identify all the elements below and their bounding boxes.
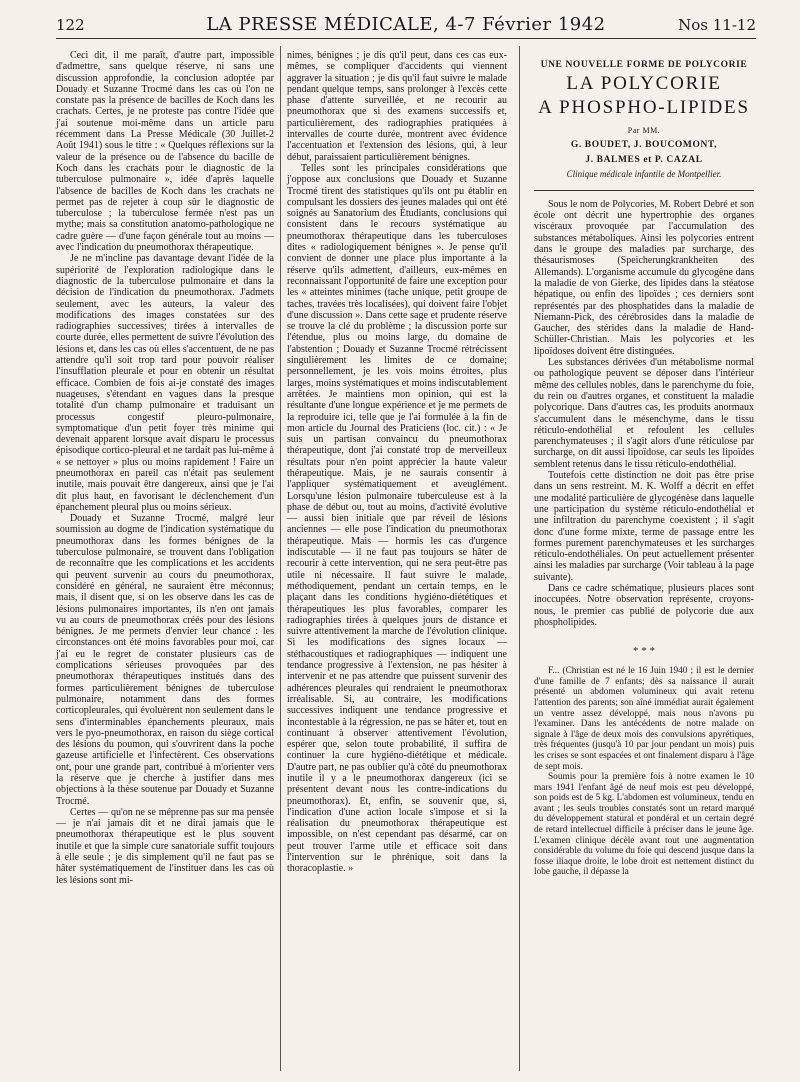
page-header [56,16,756,38]
paragraph: Sous le nom de Polycories, M. Robert Debré et son école ont décrit une hypertrophie des organes viscéraux provoquée par l'accumulation des substances métaboliques. Ainsi les polycories entrent dans le groupe des maladies par surcharge, des thésaurismoses (Speicherungkrankheiten des Allemands). L'organisme accumule du glycogène dans la maladie de von Gierke, des lipides dans la stéatose hépatique, ou enfin des lipoïdes ; ces derniers sont représentés par des phosphatides dans la maladie de Niemann-Pick, des cérébrosides dans la maladie de Gaucher, des stérides dans la maladie de Hand-Schüller-Christian. Mais les polycories et les lipoïdoses doivent être distinguées. [534,198,754,357]
article-kicker: UNE NOUVELLE FORME DE POLYCORIE [540,60,748,70]
affiliation: Clinique médicale infantile de Montpellier. [566,168,722,179]
column-divider [519,46,520,1071]
column-3 [534,50,754,878]
authors-line-2: J. BALMES et P. CAZAL [585,154,703,165]
case-paragraph: Soumis pour la première fois à notre examen le 10 mars 1941 l'enfant âgé de neuf mois est peu développé, son poids est de 5 kg. L'abdomen est volumineux, tendu en avant ; les seuls troubles constatés sont un retard marqué du développement statural et pondéral et un certain degré de retard intellectuel difficile à préciser dans le jeune âge. L'examen clinique décèle avant tout une augmentation considérable du volume du foie qui descend jusque dans la fosse iliaque droite, le lobe droit est nettement distinct du lobe gauche, il dépasse la [534,772,754,878]
issue-number: Nos 11-12 [678,16,756,34]
paragraph: Douady et Suzanne Trocmé, malgré leur soumission au dogme de l'indication systématique du pneumothorax dans les formes bénignes de la tuberculose pulmonaire, se trouvent dans l'obligation de reconnaître que les complications et les accidents qui peuvent survenir au cours du pneumothorax, considéré en général, ne sauraient être méconnus; mais, il disent que, si on les observe dans les cas de lésions pulmonaires importantes, ils n'en ont jamais vu au cours de pneumothorax créés pour des lésions bénignes. Je me permets d'envier leur chance : les circonstances ont été moins favorables pour moi, car j'ai eu le regret de constater plusieurs cas de complications sérieuses provoquées par des pneumothorax thérapeutiques institués dans des formes particulièrement bénignes de tuberculose pulmonaire, notamment dans des formes corticopleurales, qui évoluèrent non seulement dans le sens d'interminables épanchements pleuraux, mais vers le pyo-pneumothorax, en raison du siège cortical des lésions du poumon, qui s'ouvrirent dans la poche gazeuse artificielle et l'infectèrent. Ces observations ont, pour une grande part, contribué à m'orienter vers la réserve que je cherche à justifier dans mes objections à la thèse soutenue par Douady et Suzanne Trocmé. [56,513,274,807]
article-heading [534,60,754,180]
paragraph: Certes — qu'on ne se méprenne pas sur ma pensée — je n'ai jamais dit et ne dirai jamais que le pneumothorax thérapeutique est le plus souvent inutile et que la simple cure sanatoriale suffit toujours à elle seule ; je dis simplement qu'il ne faut pas se hâter systématiquement de l'instituer dans les cas où les lésions sont mi- [56,806,274,886]
journal-title: LA PRESSE MÉDICALE, 4-7 Février 1942 [206,14,606,35]
article-title-line-2: A PHOSPHO-LIPIDES [538,97,750,119]
heading-rule [534,190,754,191]
paragraph: nimes, bénignes ; je dis qu'il peut, dans ces cas eux-mêmes, se compliquer d'accidents qui viennent aggraver la situation ; je dis qu'il faut suivre le malade pendant quelque temps, sans prolonger à l'excès cette phase d'attente surveillée, et ne recourir au pneumothorax que si des examens successifs et, particulièrement, des radiographies pratiquées à intervalles de courte durée, montrent avec évidence l'accentuation et l'extension des lésions, qui, à leur début, paraissaient particulièrement bénignes. [287,50,507,163]
section-separator: * * * [633,645,655,658]
paragraph: Les substances dérivées d'un métabolisme normal ou pathologique peuvent se déposer dans l'intérieur même des cellules nobles, dans le parenchyme du foie, du rein ou d'autres organes, et constituent la maladie polycorique. Dans d'autres cas, les produits anormaux s'accumulent dans le mésenchyme, dans le tissu réticulo-endothélial et refoulent les cellules parenchymateuses ; il s'agit alors d'une réticulose par surcharge, on dit aussi lipoïdose, car seuls les lipoïdes semblent retenus dans le tissu réticulo-endothélial. [534,357,754,470]
header-rule [56,38,756,39]
page-number: 122 [56,16,85,34]
column-2 [287,50,507,875]
paragraph: Dans ce cadre schématique, plusieurs places sont inoccupées. Notre observation représente, croyons-nous, le premier cas publié de polycorie due aux phospholipides. [534,582,754,628]
column-1 [56,50,274,886]
paragraph: Toutefois cette distinction ne doit pas être prise dans un sens restreint. M. K. Wolff a décrit en effet une modalité particulière de glycogénèse dans laquelle une participation du système réticulo-endothélial et une infiltration du parenchyme coexistent ; il s'agit donc d'une forme mixte, terme de passage entre les formes purement parenchymateuses et les surcharges réticulo-endothéliales. On peut actuellement présenter ainsi les maladies par surcharge (Voir tableau à la page suivante). [534,470,754,583]
column-divider [280,46,281,1071]
case-paragraph: F... (Christian est né le 16 Juin 1940 ; il est le dernier d'une famille de 7 enfants; dès sa naissance il aurait présenté un abdomen volumineux qui avait retenu l'attention des parents; son aîné immédiat aurait également un ventre assez développé, mais nous n'avons pu l'examiner. Dans les antécédents de notre malade on signale à l'âge de deux mois des convulsions apyrétiques, très fréquentes (jusqu'à 10 par jour pendant un mois) puis les crises se sont espacées et ont finalement disparu à l'âge de sept mois. [534,666,754,772]
article-title-line-1: LA POLYCORIE [566,73,722,95]
paragraph: Telles sont les principales considérations que j'oppose aux conclusions que Douady et Suzanne Trocmé tirent des statistiques qu'ils ont pu établir en compulsant les dossiers des jeunes malades qui ont été soignés au Sanatorium des Étudiants, conclusions qui consistent dans le recours systématique au pneumothorax thérapeutique dans les tuberculoses dites « radiologiquement bénignes ». Je pense qu'il convient de donner une place plus importante à la réserve qu'ils admettent, d'ailleurs, eux-mêmes en reconnaissant l'opportunité de faire une exception pour les « atteintes minimes (tache unique, petit groupe de taches, travées très localisées), qui doivent faire l'objet d'une discussion ». Dans cette sage et prudente réserve se trouve la clé du problème ; la discussion porte sur l'étendue, plus ou moins large, du domaine de l'abstention ; Douady et Suzanne Trocmé rétrécissent singulièrement les limites de ce domaine; personnellement, je les vois moins étroites, plus larges, moins systématiques et moins indiscutablement arrêtées. Je maintiens mon opinion, qui est la résultante d'une longue expérience et je me permets de la reproduire ici, telle que je l'ai formulée à la fin de mon article du Journal des Praticiens (loc. cit.) : « Je suis un partisan convaincu du pneumothorax thérapeutique, dont j'ai constaté trop de merveilleux résultats pour n'en point apprécier la haute valeur thérapeutique. Mais, je ne saurais consentir à l'appliquer systématiquement et aveuglément. Lorsqu'une lésion pulmonaire tuberculeuse est à la phase de début ou, tout au moins, d'activité évolutive — aussi bien initiale que par réveil de lésions anciennes — elle pose l'indication du pneumothorax thérapeutique. Mais — hormis les cas d'urgence indiscutable — il ne faut pas toujours se hâter de recourir à cette intervention, qui ne sera peut-être pas utile ni nécessaire. Il faut suivre le malade, méthodiquement, pendant un certain temps, en le plaçant dans les conditions hygiéno-diététiques et thérapeutiques les plus favorables, comparer les radiographies tirées à quelques jours de distance et suivre attentivement la marche de l'évolution clinique. Si les modifications des signes locaux — stéthacoustiques et radiographiques — indiquent une tendance progressive à l'extension, ne pas hésiter à intervenir et ne pas attendre que puissent survenir des adhérences pleurales qui rendraient le pneumothorax irréalisable. Si, au contraire, les modifications successives indiquent une tendance progressive et incontestable à la régression, ne pas se hâter et, tout en continuant à observer attentivement l'évolution, espérer que, selon toute probabilité, il suffira de continuer la cure hygiéno-diététique et médicale. D'autre part, ne pas oublier qu'à côté du pneumothorax inutile il y a le pneumothorax dangereux (ici se présentent devant nous les contre-indications du pneumothorax). Et, enfin, se souvenir que, si, l'indication d'une action locale s'impose et si la réalisation du pneumothorax thérapeutique est impossible, on n'est cependant pas désarmé, car on peut trouver l'arme utile et efficace soit dans l'intervention sur le phrénique, soit dans la thoracoplastie. » [287,162,507,875]
paragraph: Ceci dit, il me paraît, d'autre part, impossible d'admettre, sans quelque réserve, ni sans une discussion approfondie, la conclusion adoptée par Douady et Suzanne Trocmé dans les cas où l'on ne constate pas la présence de bacilles de Koch dans les crachats. Certes, je ne proteste pas contre l'idée que j'ai soutenue moi-même dans un article paru récemment dans La Presse Médicale (30 Juillet-2 Août 1941) sous le titre : « Quelques réflexions sur la valeur de la présence ou de l'absence du bacille de Koch dans les crachats pour le diagnostic de la tuberculose pulmonaire », idée d'après laquelle l'absence de bacilles de Koch dans les crachats ne permet pas de rejeter à coup sûr le diagnostic de tuberculose ; la tuberculose fermée n'est pas un mythe; mais sa constitution anatomo-pathologique ne cadre guère — d'une façon générale tout au moins — avec l'indication du pneumothorax thérapeutique. [56,50,274,254]
paragraph: Je ne m'incline pas davantage devant l'idée de la supériorité de l'exploration radiologique dans le diagnostic de la tuberculose pulmonaire et dans la décision de l'indication du pneumothorax. J'admets seulement, avec les auteurs, la valeur des modifications des images constatées sur des radiographies successives; tirées à intervalles de courte durée, elles permettent de suivre l'évolution des lésions et, dans les cas où elles s'accentuent, de ne pas attendre qu'il soit trop tard pour pouvoir réaliser l'insufflation pleurale et pour en obtenir un résultat efficace. Combien de fois ai-je constaté des images nuageuses, s'étendant en vagues dans la presque totalité d'un champ pulmonaire et traduisant un processus congestif pleuro-pulmonaire, symptomatique d'un petit foyer très minime qui devenait apparent lorsque avait disparu le processus épisodique cortico-pleural et ne tardait pas lui-même à « se nettoyer » plus ou moins rapidement ! Faire un pneumothorax en pareil cas n'était pas seulement inutile, mais pouvait être dangereux, ainsi que je l'ai dit plus haut, en favorisant le déclenchement d'un épanchement pleural plus ou moins sérieux. [56,253,274,513]
by-line: Par MM. [627,126,661,136]
authors-line-1: G. BOUDET, J. BOUCOMONT, [570,139,718,150]
